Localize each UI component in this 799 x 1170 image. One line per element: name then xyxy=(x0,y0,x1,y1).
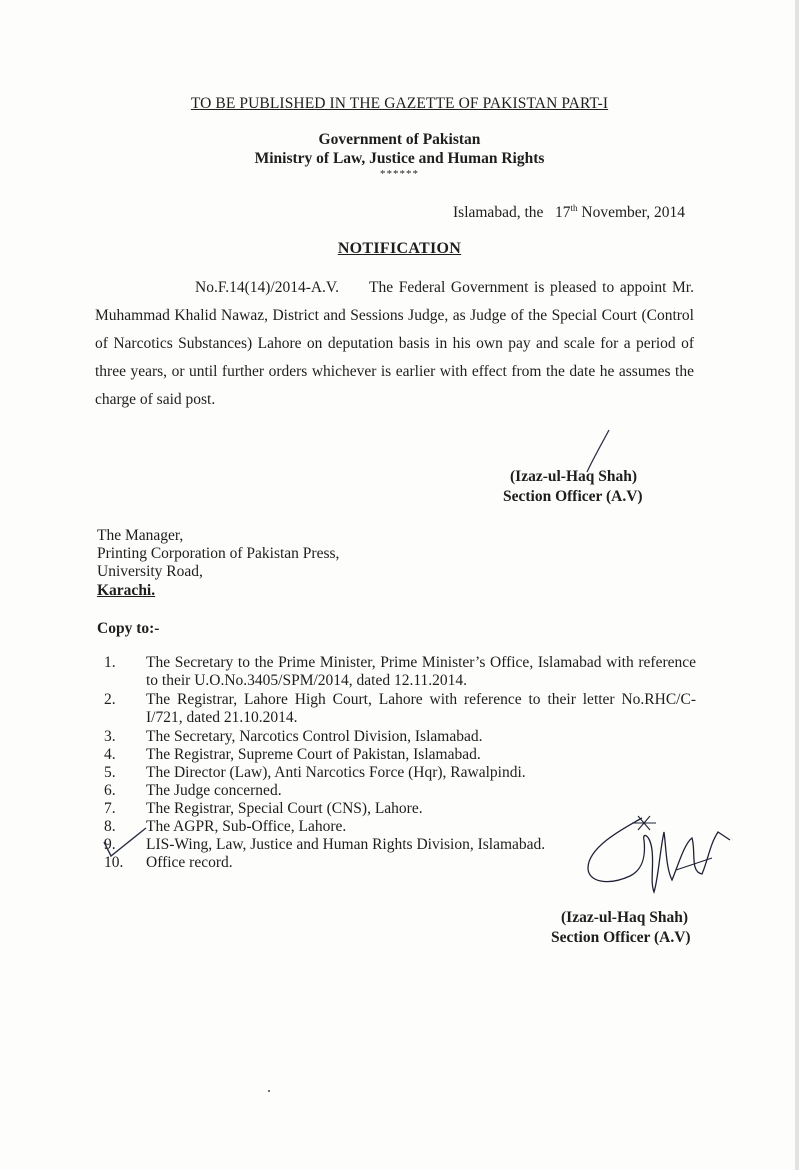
government-heading: Government of Pakistan xyxy=(318,131,481,148)
notification-title: NOTIFICATION xyxy=(337,240,462,257)
heading-separator: ****** xyxy=(380,168,419,180)
gazette-heading: TO BE PUBLISHED IN THE GAZETTE OF PAKISTAN PART-I xyxy=(190,95,609,112)
signatory-2-designation: Section Officer (A.V) xyxy=(551,929,691,946)
signature-mark-2 xyxy=(580,810,740,900)
list-item xyxy=(104,654,696,690)
list-item-text: The Registrar, Lahore High Court, Lahore with reference to their letter No.RHC/C-I/721, dated 21.10.2014. xyxy=(146,691,696,726)
addressee-line-2: Printing Corporation of Pakistan Press, xyxy=(97,545,340,562)
list-item-number: 3. xyxy=(104,728,116,745)
list-item-text: The AGPR, Sub-Office, Lahore. xyxy=(146,818,347,835)
notification-text: The Federal Government is pleased to appoint Mr. Muhammad Khalid Nawaz, District and Sessions Judge, as Judge of the Special Court (Control of Narcotics Substances) Lahore on deputation basis in his own pay and scale for a period of three years, or until further orders whichever is earlier with effect from the date he assumes the charge of said post. xyxy=(95,279,694,408)
list-item xyxy=(104,782,696,800)
addressee-line-1: The Manager, xyxy=(97,527,184,544)
list-item-text: The Registrar, Supreme Court of Pakistan, Islamabad. xyxy=(146,746,481,763)
date-place: Islamabad, the xyxy=(453,204,544,222)
scan-speck xyxy=(268,1090,270,1092)
addressee-city: Karachi. xyxy=(97,582,156,599)
list-item-number: 5. xyxy=(104,764,116,781)
list-item-number: 8. xyxy=(104,818,116,835)
date-month-year: November, 2014 xyxy=(581,204,685,222)
list-item-number: 7. xyxy=(104,800,116,817)
list-item-text: The Secretary to the Prime Minister, Prime Minister’s Office, Islamabad with reference to their U.O.No.3405/SPM/2014, dated 12.11.2014. xyxy=(146,654,696,689)
list-item-number: 1. xyxy=(104,654,116,671)
date-day: 17 xyxy=(555,204,571,222)
list-item-text: LIS-Wing, Law, Justice and Human Rights Division, Islamabad. xyxy=(146,836,546,853)
list-item-text: The Registrar, Special Court (CNS), Lahore. xyxy=(146,800,423,817)
tick-mark xyxy=(102,826,148,860)
list-item-number: 10. xyxy=(104,854,124,871)
date-line xyxy=(453,203,685,222)
list-item-number: 6. xyxy=(104,782,116,799)
signatory-1-name: (Izaz-ul-Haq Shah) xyxy=(510,468,638,485)
list-item-text: The Director (Law), Anti Narcotics Force (Hqr), Rawalpindi. xyxy=(146,764,526,781)
list-item-text: The Judge concerned. xyxy=(146,782,282,799)
notification-reference: No.F.14(14)/2014-A.V. xyxy=(195,279,340,296)
list-item xyxy=(104,691,696,727)
list-item xyxy=(104,746,696,764)
date-ordinal: th xyxy=(570,203,578,213)
list-item-number: 4. xyxy=(104,746,116,763)
list-item-number: 2. xyxy=(104,691,116,708)
signatory-1-designation: Section Officer (A.V) xyxy=(503,488,643,505)
list-item-text: Office record. xyxy=(146,854,233,871)
list-item-text: The Secretary, Narcotics Control Division, Islamabad. xyxy=(146,728,483,745)
addressee-line-3: University Road, xyxy=(97,563,203,580)
list-item xyxy=(104,764,696,782)
notification-body xyxy=(95,274,694,414)
signatory-2-name: (Izaz-ul-Haq Shah) xyxy=(561,909,689,926)
list-item-number: 9. xyxy=(104,836,116,853)
ministry-heading: Ministry of Law, Justice and Human Rights xyxy=(254,150,545,167)
copy-to-heading: Copy to:- xyxy=(97,620,160,637)
list-item xyxy=(104,728,696,746)
